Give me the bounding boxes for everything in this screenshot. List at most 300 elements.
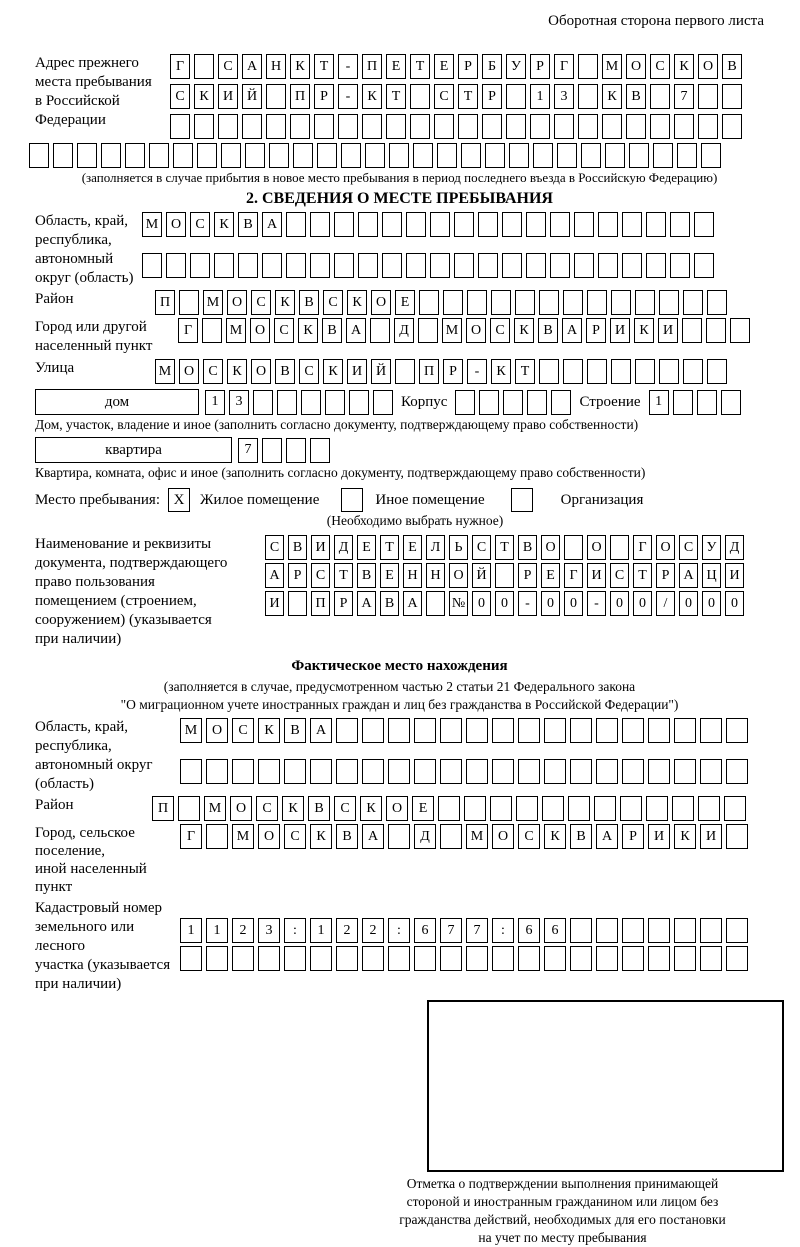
form-cell: Б	[482, 54, 502, 79]
form-cell	[358, 253, 378, 278]
form-cell	[724, 796, 746, 821]
form-cell	[544, 759, 566, 784]
form-cell	[598, 212, 618, 237]
form-cell: -	[338, 84, 358, 109]
form-cell: С	[472, 535, 491, 560]
form-cell	[674, 718, 696, 743]
form-cell	[262, 438, 282, 463]
form-cell	[726, 824, 748, 849]
form-cell	[214, 253, 234, 278]
form-cell	[388, 718, 410, 743]
form-cell	[253, 390, 273, 415]
form-cell	[570, 759, 592, 784]
prev-address-row-1	[170, 54, 742, 79]
oblast-grid	[142, 212, 714, 278]
kadastr-label	[35, 899, 180, 994]
form-cell: Т	[633, 563, 652, 588]
text-line: участка (указывается	[35, 957, 171, 973]
form-cell	[698, 84, 718, 109]
form-cell	[570, 718, 592, 743]
kadastr-row-2	[180, 946, 748, 971]
form-cell: Г	[564, 563, 583, 588]
form-cell: 0	[564, 591, 583, 616]
form-cell	[516, 796, 538, 821]
form-cell	[238, 253, 258, 278]
form-cell: -	[518, 591, 537, 616]
form-cell: Р	[334, 591, 353, 616]
prev-address-row-3	[170, 114, 742, 139]
form-cell	[290, 114, 310, 139]
text-line: Наименование и реквизиты	[35, 536, 212, 552]
form-cell	[101, 143, 121, 168]
form-cell	[178, 796, 200, 821]
form-cell: Т	[380, 535, 399, 560]
text-line: "О миграционном учете иностранных граждан и лиц без гражданства в Российской Федерации")	[120, 697, 679, 712]
form-cell	[430, 253, 450, 278]
confirmation-stamp-box	[427, 1000, 784, 1172]
form-cell	[622, 253, 642, 278]
form-cell: К	[347, 290, 367, 315]
form-cell: С	[323, 290, 343, 315]
form-cell: М	[466, 824, 488, 849]
form-cell	[242, 114, 262, 139]
text-line: Кадастровый номер	[35, 900, 162, 916]
form-cell	[370, 318, 390, 343]
form-cell	[530, 114, 550, 139]
factual-note	[35, 678, 764, 714]
form-cell: У	[506, 54, 526, 79]
form-cell	[706, 318, 726, 343]
form-cell	[570, 918, 592, 943]
text-line: Отметка о подтверждении выполнения принимающей	[406, 1176, 719, 1191]
street-row	[155, 359, 727, 384]
form-cell	[726, 946, 748, 971]
form-cell: О	[656, 535, 675, 560]
form-cell	[334, 212, 354, 237]
form-cell: К	[310, 824, 332, 849]
form-cell	[310, 438, 330, 463]
form-cell: К	[544, 824, 566, 849]
form-cell: О	[587, 535, 606, 560]
form-cell	[726, 718, 748, 743]
form-cell	[707, 359, 727, 384]
form-cell: А	[265, 563, 284, 588]
form-cell	[284, 946, 306, 971]
form-cell: В	[570, 824, 592, 849]
form-cell: О	[371, 290, 391, 315]
form-cell: Г	[180, 824, 202, 849]
form-cell	[707, 290, 727, 315]
form-cell	[440, 824, 462, 849]
form-cell	[620, 796, 642, 821]
form-cell: М	[203, 290, 223, 315]
form-cell: А	[562, 318, 582, 343]
form-cell	[197, 143, 217, 168]
form-cell	[518, 759, 540, 784]
form-cell: 0	[472, 591, 491, 616]
city-label	[35, 318, 178, 356]
form-cell	[722, 84, 742, 109]
form-cell	[464, 796, 486, 821]
form-cell: 0	[495, 591, 514, 616]
form-cell: М	[442, 318, 462, 343]
form-cell	[286, 212, 306, 237]
form-cell: Ь	[449, 535, 468, 560]
form-cell	[554, 114, 574, 139]
form-cell: Д	[725, 535, 744, 560]
text-line: документа, подтверждающего	[35, 555, 228, 571]
oblast-field	[35, 212, 764, 288]
form-cell	[218, 114, 238, 139]
form-cell	[266, 114, 286, 139]
form-cell: М	[142, 212, 162, 237]
form-cell: Р	[288, 563, 307, 588]
form-cell	[544, 946, 566, 971]
form-cell	[544, 718, 566, 743]
prev-address-label	[35, 54, 170, 130]
form-cell	[598, 253, 618, 278]
form-cell	[180, 946, 202, 971]
form-cell	[461, 143, 481, 168]
form-cell	[527, 390, 547, 415]
form-cell	[610, 535, 629, 560]
form-cell: С	[299, 359, 319, 384]
form-cell	[362, 718, 384, 743]
form-cell	[650, 84, 670, 109]
form-cell	[648, 946, 670, 971]
text-line: округ (область)	[35, 270, 134, 286]
form-cell	[698, 114, 718, 139]
form-cell	[349, 390, 369, 415]
factual-raion-row	[152, 796, 746, 821]
residential-checkbox: X	[168, 488, 190, 512]
form-cell: Т	[314, 54, 334, 79]
form-cell	[202, 318, 222, 343]
form-cell	[674, 946, 696, 971]
form-cell	[596, 759, 618, 784]
form-cell: С	[610, 563, 629, 588]
form-cell: Р	[314, 84, 334, 109]
form-cell: К	[362, 84, 382, 109]
apartment-field	[35, 437, 764, 463]
text-line: право пользования	[35, 574, 155, 590]
form-cell: И	[610, 318, 630, 343]
form-cell: Г	[178, 318, 198, 343]
form-cell	[466, 759, 488, 784]
form-cell	[434, 114, 454, 139]
factual-city-label	[35, 824, 180, 896]
document-row-2	[265, 563, 744, 588]
form-cell	[602, 114, 622, 139]
form-cell: :	[492, 918, 514, 943]
form-cell: М	[226, 318, 246, 343]
form-cell	[336, 718, 358, 743]
form-cell	[563, 359, 583, 384]
form-cell	[694, 212, 714, 237]
form-cell	[149, 143, 169, 168]
form-cell	[426, 591, 445, 616]
form-cell: В	[275, 359, 295, 384]
form-cell: В	[722, 54, 742, 79]
form-cell	[659, 359, 679, 384]
form-cell: М	[180, 718, 202, 743]
form-cell: П	[362, 54, 382, 79]
form-cell: О	[698, 54, 718, 79]
form-cell: К	[674, 824, 696, 849]
form-cell	[338, 114, 358, 139]
form-cell	[682, 318, 702, 343]
form-cell	[648, 718, 670, 743]
form-cell: К	[634, 318, 654, 343]
form-cell	[262, 253, 282, 278]
form-cell	[430, 212, 450, 237]
form-cell	[142, 253, 162, 278]
text-line: сооружением) (указывается	[35, 612, 212, 628]
house-caption: Дом, участок, владение и иное (заполнить согласно документу, подтверждающему право собственности)	[35, 417, 639, 432]
text-line: Область, край,	[35, 719, 129, 735]
form-cell	[388, 946, 410, 971]
form-cell: 0	[541, 591, 560, 616]
form-cell	[125, 143, 145, 168]
form-cell	[194, 114, 214, 139]
form-cell	[362, 114, 382, 139]
form-cell: О	[492, 824, 514, 849]
text-line: республика,	[35, 232, 112, 248]
form-cell: 0	[610, 591, 629, 616]
form-cell: 1	[205, 390, 225, 415]
form-cell: М	[155, 359, 175, 384]
form-cell	[419, 290, 439, 315]
form-cell: А	[310, 718, 332, 743]
form-cell	[578, 84, 598, 109]
form-cell	[596, 946, 618, 971]
form-cell: В	[308, 796, 330, 821]
form-cell: А	[262, 212, 282, 237]
stamp-caption	[330, 1175, 795, 1247]
form-cell: О	[179, 359, 199, 384]
text-line: иной населенный пункт	[35, 861, 147, 895]
form-cell	[382, 212, 402, 237]
form-cell	[440, 946, 462, 971]
form-cell: С	[203, 359, 223, 384]
form-cell	[570, 946, 592, 971]
form-cell: И	[725, 563, 744, 588]
raion-field	[35, 290, 764, 315]
form-cell	[341, 143, 361, 168]
form-cell	[726, 759, 748, 784]
document-grid	[265, 535, 744, 616]
form-cell	[466, 946, 488, 971]
form-cell	[683, 359, 703, 384]
organization-checkbox	[511, 488, 533, 512]
form-cell	[310, 946, 332, 971]
form-cell: 3	[229, 390, 249, 415]
form-cell	[190, 253, 210, 278]
factual-oblast-row-2	[180, 759, 748, 784]
form-cell: И	[347, 359, 367, 384]
document-row-1	[265, 535, 744, 560]
form-cell	[485, 143, 505, 168]
form-cell	[479, 390, 499, 415]
form-cell: Р	[622, 824, 644, 849]
form-cell: Е	[357, 535, 376, 560]
form-cell	[362, 759, 384, 784]
form-cell	[29, 143, 49, 168]
form-cell: Н	[426, 563, 445, 588]
form-cell: №	[449, 591, 468, 616]
form-cell: С	[190, 212, 210, 237]
form-cell: С	[490, 318, 510, 343]
form-cell	[659, 290, 679, 315]
form-cell: Г	[170, 54, 190, 79]
form-cell: 1	[180, 918, 202, 943]
prev-address-row-4	[29, 143, 764, 168]
form-cell	[700, 918, 722, 943]
form-cell	[492, 718, 514, 743]
oblast-row-1	[142, 212, 714, 237]
street-label: Улица	[35, 360, 75, 376]
text-line: республика,	[35, 738, 112, 754]
form-cell	[389, 143, 409, 168]
oblast-label	[35, 212, 142, 288]
form-cell: О	[206, 718, 228, 743]
form-cell	[258, 946, 280, 971]
form-cell	[622, 212, 642, 237]
form-cell	[284, 759, 306, 784]
form-cell: С	[232, 718, 254, 743]
stay-type-label: Место пребывания:	[35, 491, 160, 508]
form-cell: В	[238, 212, 258, 237]
form-cell: О	[250, 318, 270, 343]
form-cell	[325, 390, 345, 415]
form-cell	[414, 759, 436, 784]
form-cell: А	[679, 563, 698, 588]
text-line: населенный пункт	[35, 338, 153, 354]
text-line: при наличии)	[35, 976, 122, 992]
form-cell	[670, 212, 690, 237]
form-cell	[506, 84, 526, 109]
form-cell: В	[626, 84, 646, 109]
form-cell: К	[290, 54, 310, 79]
form-cell: К	[214, 212, 234, 237]
raion-row	[155, 290, 727, 315]
stamp-section	[330, 1000, 795, 1247]
form-cell	[503, 390, 523, 415]
form-cell	[698, 796, 720, 821]
form-cell: М	[232, 824, 254, 849]
form-cell: К	[298, 318, 318, 343]
form-cell	[458, 114, 478, 139]
form-cell	[406, 212, 426, 237]
form-cell	[301, 390, 321, 415]
form-cell	[550, 253, 570, 278]
form-cell: Т	[515, 359, 535, 384]
form-cell: А	[362, 824, 384, 849]
form-cell	[173, 143, 193, 168]
form-cell	[414, 718, 436, 743]
form-cell	[358, 212, 378, 237]
form-cell	[574, 212, 594, 237]
form-cell: О	[230, 796, 252, 821]
form-cell: 0	[725, 591, 744, 616]
form-cell	[701, 143, 721, 168]
form-cell	[454, 253, 474, 278]
form-cell	[674, 759, 696, 784]
form-cell: И	[648, 824, 670, 849]
form-cell: 6	[414, 918, 436, 943]
form-cell: -	[587, 591, 606, 616]
form-cell: 0	[679, 591, 698, 616]
form-cell	[605, 143, 625, 168]
form-cell	[700, 946, 722, 971]
form-cell	[413, 143, 433, 168]
form-cell: Т	[458, 84, 478, 109]
form-cell: К	[674, 54, 694, 79]
form-cell	[626, 114, 646, 139]
form-cell	[568, 796, 590, 821]
form-cell: Е	[434, 54, 454, 79]
form-cell: -	[467, 359, 487, 384]
form-cell: 7	[440, 918, 462, 943]
form-cell: 0	[702, 591, 721, 616]
form-cell	[454, 212, 474, 237]
form-cell: Н	[403, 563, 422, 588]
form-cell	[700, 759, 722, 784]
text-line: (область)	[35, 776, 94, 792]
form-cell	[414, 946, 436, 971]
text-line: стороной и иностранным гражданином или лицом без	[406, 1194, 719, 1209]
form-cell: В	[299, 290, 319, 315]
factual-oblast-row-1	[180, 718, 748, 743]
form-cell: К	[258, 718, 280, 743]
form-cell: О	[449, 563, 468, 588]
form-cell: 7	[466, 918, 488, 943]
form-cell: И	[658, 318, 678, 343]
form-cell: Т	[495, 535, 514, 560]
form-cell	[557, 143, 577, 168]
form-cell: В	[284, 718, 306, 743]
form-cell	[310, 253, 330, 278]
kadastr-row-1	[180, 918, 748, 943]
form-cell	[694, 253, 714, 278]
form-cell: 2	[362, 918, 384, 943]
kadastr-grid	[180, 918, 748, 971]
city-row	[178, 318, 750, 343]
form-cell: С	[650, 54, 670, 79]
text-line: (заполняется в случае, предусмотренном частью 2 статьи 21 Федерального закона	[163, 679, 636, 694]
apartment-caption: Квартира, комната, офис и иное (заполнить согласно документу, подтверждающему право собственности)	[35, 465, 646, 480]
form-cell	[670, 253, 690, 278]
form-cell: А	[242, 54, 262, 79]
text-line: Адрес прежнего	[35, 55, 139, 71]
form-cell	[310, 212, 330, 237]
form-cell: 7	[674, 84, 694, 109]
form-cell	[574, 253, 594, 278]
form-cell	[478, 253, 498, 278]
form-cell	[653, 143, 673, 168]
form-cell	[622, 946, 644, 971]
form-cell: К	[514, 318, 534, 343]
text-line: в Российской	[35, 93, 120, 109]
stroenie-label: Строение	[579, 393, 641, 410]
form-cell: А	[357, 591, 376, 616]
form-cell	[395, 359, 415, 384]
city-field	[35, 318, 764, 356]
form-cell: Р	[518, 563, 537, 588]
form-cell	[206, 824, 228, 849]
form-cell: 1	[649, 390, 669, 415]
form-cell: В	[538, 318, 558, 343]
